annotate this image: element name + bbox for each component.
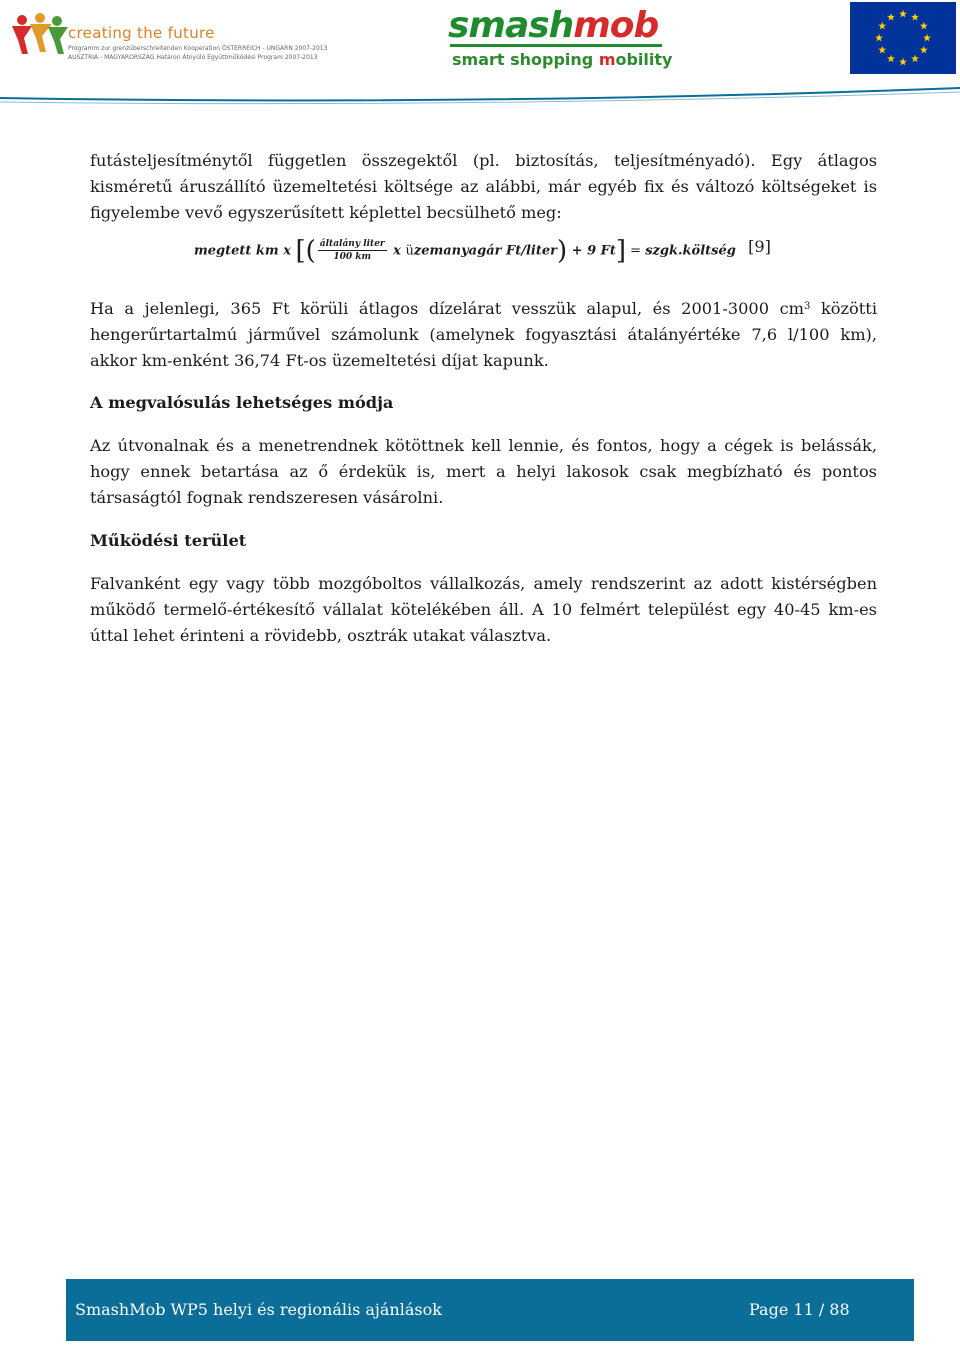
smashmob-wordmark: smashmob	[448, 5, 659, 46]
paragraph-2: Ha a jelenlegi, 365 Ft körüli átlagos dízelárat vesszük alapul, és 2001-3000 $cm^3$ közötti hengerűrtartalmú járművel számolunk (amelynek fogyasztási átalányértéke 7,6 l/100 km), akkor km-enként 36,74 Ft-os üzemeltetési díjat kapunk.	[90, 299, 877, 370]
ctf-title: creating the future	[68, 24, 215, 42]
cost-formula	[90, 234, 877, 284]
people-figures-icon	[10, 12, 68, 56]
paragraph-4: Falvanként egy vagy több mozgóboltos vállalkozás, amely rendszerint az adott kistérségben működő termelő-értékesítő vállalat kötelékében áll. A 10 felmért települést egy 40-45 km-es úttal lehet érinteni a rövidebb, osztrák utakat választva.	[90, 574, 877, 645]
creating-the-future-logo	[10, 12, 328, 64]
eu-flag-icon	[850, 2, 956, 74]
footer-document-title: SmashMob WP5 helyi és regionális ajánlások	[75, 1300, 442, 1319]
ctf-program-line-hu: AUSZTRIA - MAGYARORSZÁG Határon Átnyúló Együttműködési Program 2007-2013	[68, 54, 318, 61]
formula-expression: megtett km x [( $\frac{\text{általány liter}}{100 km}$ x üzemanyagár Ft/liter) + 9 Ft] = szgk.költség	[194, 236, 736, 266]
equation-number: [9]	[748, 237, 771, 256]
footer-page-number: Page 11 / 88	[749, 1300, 850, 1319]
page-content	[90, 148, 877, 649]
heading-operating-area: Működési terület	[90, 531, 247, 550]
heading-implementation: A megvalósulás lehetséges módja	[90, 393, 394, 412]
smashmob-tagline: smart shopping mobility	[452, 50, 673, 69]
page-footer	[66, 1279, 914, 1341]
paragraph-3: Az útvonalnak és a menetrendnek kötöttnek kell lennie, és fontos, hogy a cégek is belássák, hogy ennek betartása az ő érdekük is, mert a helyi lakosok csak megbízható és pontos társaságtól fognak rendszeresen vásárolni.	[90, 436, 877, 507]
smashmob-logo	[448, 5, 673, 76]
formula-fraction: $\frac{\text{általány liter}}{100 km}$	[319, 239, 385, 262]
page-header	[0, 0, 960, 108]
ctf-program-line-de: Programm zur grenzüberschreitenden Kooperation ÖSTERREICH - UNGARN 2007-2013	[68, 45, 328, 52]
header-swoosh-divider	[0, 84, 960, 108]
paragraph-1: futásteljesítménytől független összegektől (pl. biztosítás, teljesítményadó). Egy átlagos kisméretű áruszállító üzemeltetési költsége az alábbi, már egyéb fix és változó költségeket is figyelembe vevő egyszerűsített képlettel becsülhető meg:	[90, 151, 877, 222]
